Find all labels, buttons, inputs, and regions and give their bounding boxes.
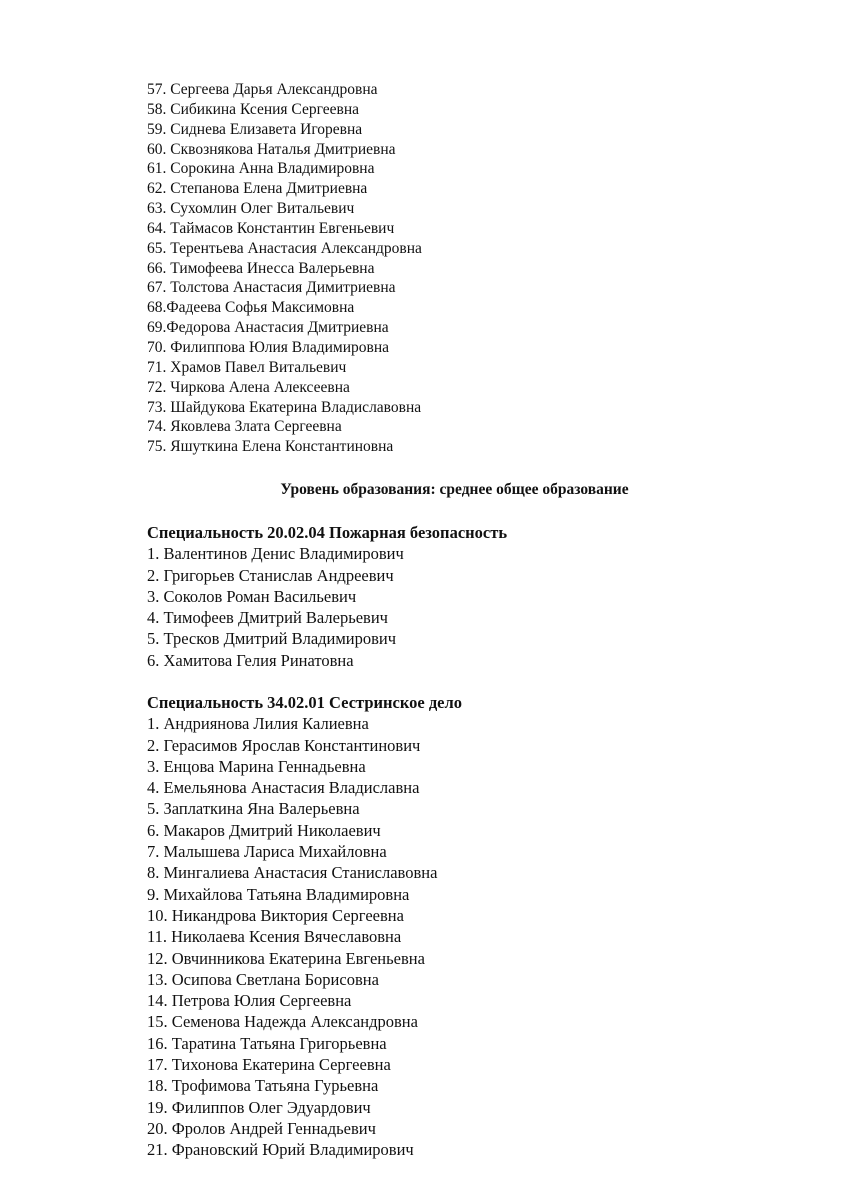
list-item: 3. Соколов Роман Васильевич bbox=[147, 586, 357, 606]
list-item: 8. Мингалиева Анастасия Станиславовна bbox=[147, 863, 438, 883]
list-item: 66. Тимофеева Инесса Валерьевна bbox=[147, 259, 375, 277]
list-item: 62. Степанова Елена Дмитриевна bbox=[147, 180, 368, 198]
list-item: 9. Михайлова Татьяна Владимировна bbox=[147, 884, 410, 904]
list-item: 58. Сибикина Ксения Сергеевна bbox=[147, 100, 359, 118]
list-item: 60. Сквознякова Наталья Дмитриевна bbox=[147, 140, 396, 158]
list-item: 1. Андриянова Лилия Калиевна bbox=[147, 714, 369, 734]
list-item: 69.Федорова Анастасия Дмитриевна bbox=[147, 319, 389, 337]
list-item: 74. Яковлева Злата Сергеевна bbox=[147, 418, 342, 436]
list-item: 15. Семенова Надежда Александровна bbox=[147, 1012, 418, 1032]
list-item: 6. Макаров Дмитрий Николаевич bbox=[147, 820, 381, 840]
list-item: 2. Герасимов Ярослав Константинович bbox=[147, 735, 421, 755]
list-item: 57. Сергеева Дарья Александровна bbox=[147, 81, 378, 98]
list-item: 70. Филиппова Юлия Владимировна bbox=[147, 338, 390, 356]
specialty-fire-safety bbox=[147, 522, 507, 671]
list-item: 4. Емельянова Анастасия Владиславна bbox=[147, 778, 420, 798]
list-item: 20. Фролов Андрей Геннадьевич bbox=[147, 1118, 376, 1138]
list-item: 73. Шайдукова Екатерина Владиславовна bbox=[147, 398, 422, 416]
list-item: 61. Сорокина Анна Владимировна bbox=[147, 160, 375, 178]
specialty-title: Специальность 20.02.04 Пожарная безопасность bbox=[147, 523, 508, 542]
education-level-text: Уровень образования: среднее общее образование bbox=[280, 481, 629, 498]
list-item: 59. Сиднева Елизавета Игоревна bbox=[147, 120, 363, 138]
list-item: 11. Николаева Ксения Вячеславовна bbox=[147, 927, 402, 947]
list-item: 7. Малышева Лариса Михайловна bbox=[147, 842, 387, 862]
list-item: 17. Тихонова Екатерина Сергеевна bbox=[147, 1055, 391, 1075]
list-item: 16. Таратина Татьяна Григорьевна bbox=[147, 1033, 387, 1053]
list-item: 14. Петрова Юлия Сергеевна bbox=[147, 991, 352, 1011]
list-item: 5. Тресков Дмитрий Владимирович bbox=[147, 629, 397, 649]
list-item: 5. Заплаткина Яна Валерьевна bbox=[147, 799, 360, 819]
list-item: 19. Филиппов Олег Эдуардович bbox=[147, 1097, 371, 1117]
list-item: 21. Франовский Юрий Владимирович bbox=[147, 1140, 414, 1160]
list-item: 4. Тимофеев Дмитрий Валерьевич bbox=[147, 608, 388, 628]
list-item: 72. Чиркова Алена Алексеевна bbox=[147, 378, 350, 396]
specialty-student-list bbox=[147, 543, 507, 671]
list-item: 63. Сухомлин Олег Витальевич bbox=[147, 200, 355, 218]
list-item: 71. Храмов Павел Витальевич bbox=[147, 358, 347, 376]
list-item: 75. Яшуткина Елена Константиновна bbox=[147, 438, 394, 456]
education-level-heading bbox=[0, 480, 849, 500]
list-item: 68.Фадеева Софья Максимовна bbox=[147, 299, 355, 317]
list-item: 67. Толстова Анастасия Димитриевна bbox=[147, 279, 396, 297]
list-item: 10. Никандрова Виктория Сергеевна bbox=[147, 905, 404, 925]
list-item: 64. Таймасов Константин Евгеньевич bbox=[147, 219, 395, 237]
student-list-continued bbox=[147, 80, 422, 457]
list-item: 6. Хамитова Гелия Ринатовна bbox=[147, 650, 354, 670]
list-item: 13. Осипова Светлана Борисовна bbox=[147, 969, 379, 989]
specialty-nursing bbox=[147, 692, 462, 1161]
specialty-title: Специальность 34.02.01 Сестринское дело bbox=[147, 693, 462, 712]
list-item: 3. Енцова Марина Геннадьевна bbox=[147, 756, 366, 776]
list-item: 65. Терентьева Анастасия Александровна bbox=[147, 239, 422, 257]
list-item: 12. Овчинникова Екатерина Евгеньевна bbox=[147, 948, 425, 968]
list-item: 1. Валентинов Денис Владимирович bbox=[147, 544, 404, 564]
list-item: 2. Григорьев Станислав Андреевич bbox=[147, 565, 394, 585]
specialty-student-list bbox=[147, 713, 462, 1160]
list-item: 18. Трофимова Татьяна Гурьевна bbox=[147, 1076, 379, 1096]
